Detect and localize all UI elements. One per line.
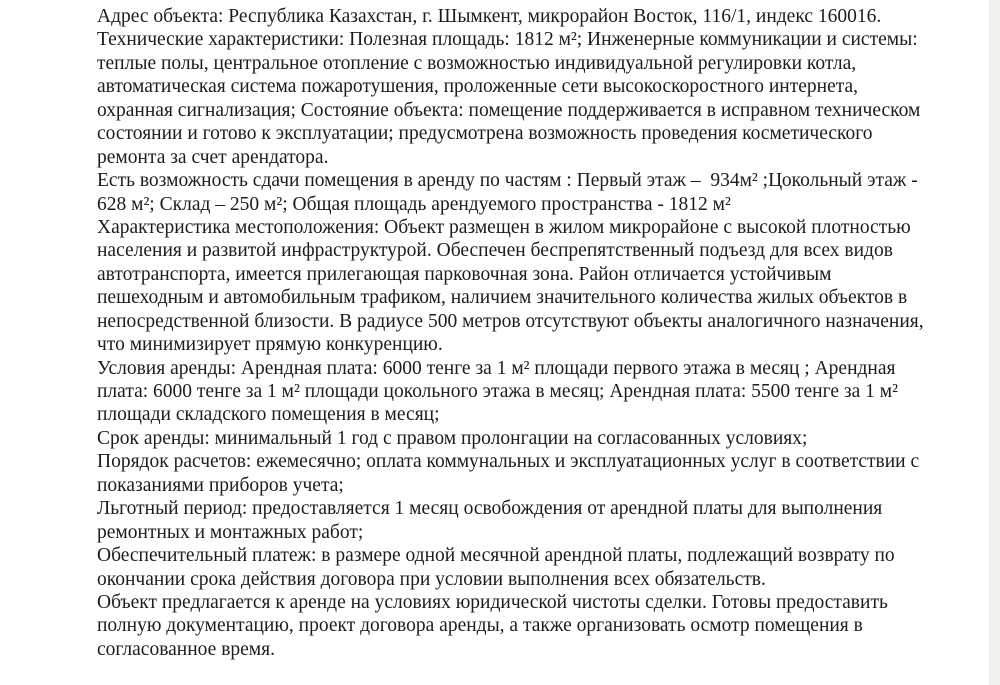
text-line: состоянии и готово к эксплуатации; предусмотрена возможность проведения косметического	[97, 123, 873, 145]
text-line: Порядок расчетов: ежемесячно; оплата коммунальных и эксплуатационных услуг в соответствии с	[97, 451, 920, 473]
text-line: Характеристика местоположения: Объект размещен в жилом микрорайоне с высокой плотностью	[97, 216, 911, 238]
text-line: автотранспорта, имеется прилегающая парковочная зона. Район отличается устойчивым	[97, 263, 832, 285]
text-line: населения и развитой инфраструктурой. Обеспечен беспрепятственный подъезд для всех видов	[97, 240, 893, 262]
text-line: окончании срока действия договора при условии выполнения всех обязательств.	[97, 568, 766, 590]
text-line: Адрес объекта: Республика Казахстан, г. Шымкент, микрорайон Восток, 116/1, индекс 160016.	[97, 6, 882, 27]
text-line: Обеспечительный платеж: в размере одной месячной арендной платы, подлежащий возврату по	[97, 545, 895, 567]
document-text	[97, 5, 977, 661]
text-line: площади складского помещения в месяц;	[97, 404, 440, 426]
text-line: ремонта за счет арендатора.	[97, 146, 329, 168]
text-line: Объект предлагается к аренде на условиях юридической чистоты сделки. Готовы предоставить	[97, 591, 888, 613]
text-line: Льготный период: предоставляется 1 месяц освобождения от арендной платы для выполнения	[97, 498, 883, 520]
text-line: полную документацию, проект договора аренды, а также организовать осмотр помещения в	[97, 615, 863, 637]
text-line: Технические характеристики: Полезная площадь: 1812 м²; Инженерные коммуникации и системы:	[97, 29, 918, 51]
text-line: непосредственной близости. В радиусе 500 метров отсутствуют объекты аналогичного назначения,	[97, 310, 924, 332]
text-line: ремонтных и монтажных работ;	[97, 521, 364, 543]
text-line: пешеходным и автомобильным трафиком, наличием значительного количества жилых объектов в	[97, 287, 908, 309]
text-line: что минимизирует прямую конкуренцию.	[97, 334, 443, 356]
text-line: показаниями приборов учета;	[97, 474, 344, 496]
text-line: теплые полы, центральное отопление с возможностью индивидуальной регулировки котла,	[97, 52, 857, 74]
text-line: Есть возможность сдачи помещения в аренду по частям : Первый этаж – 934м² ;Цокольный этаж -	[97, 170, 918, 192]
text-line: плата: 6000 тенге за 1 м² площади цокольного этажа в месяц; Арендная плата: 5500 тенге за 1 м²	[97, 381, 898, 402]
text-line: охранная сигнализация; Состояние объекта: помещение поддерживается в исправном техническом	[97, 99, 921, 121]
text-line: согласованное время.	[97, 638, 275, 660]
scrollbar-track[interactable]	[989, 0, 1000, 685]
text-line: Срок аренды: минимальный 1 год с правом пролонгации на согласованных условиях;	[97, 427, 808, 449]
text-line: Условия аренды: Арендная плата: 6000 тенге за 1 м² площади первого этажа в месяц ; Арендная	[97, 357, 896, 379]
text-line: 628 м²; Склад – 250 м²; Общая площадь арендуемого пространства - 1812 м²	[97, 193, 731, 215]
text-line: автоматическая система пожаротушения, проложенные сети высокоскоростного интернета,	[97, 76, 859, 98]
